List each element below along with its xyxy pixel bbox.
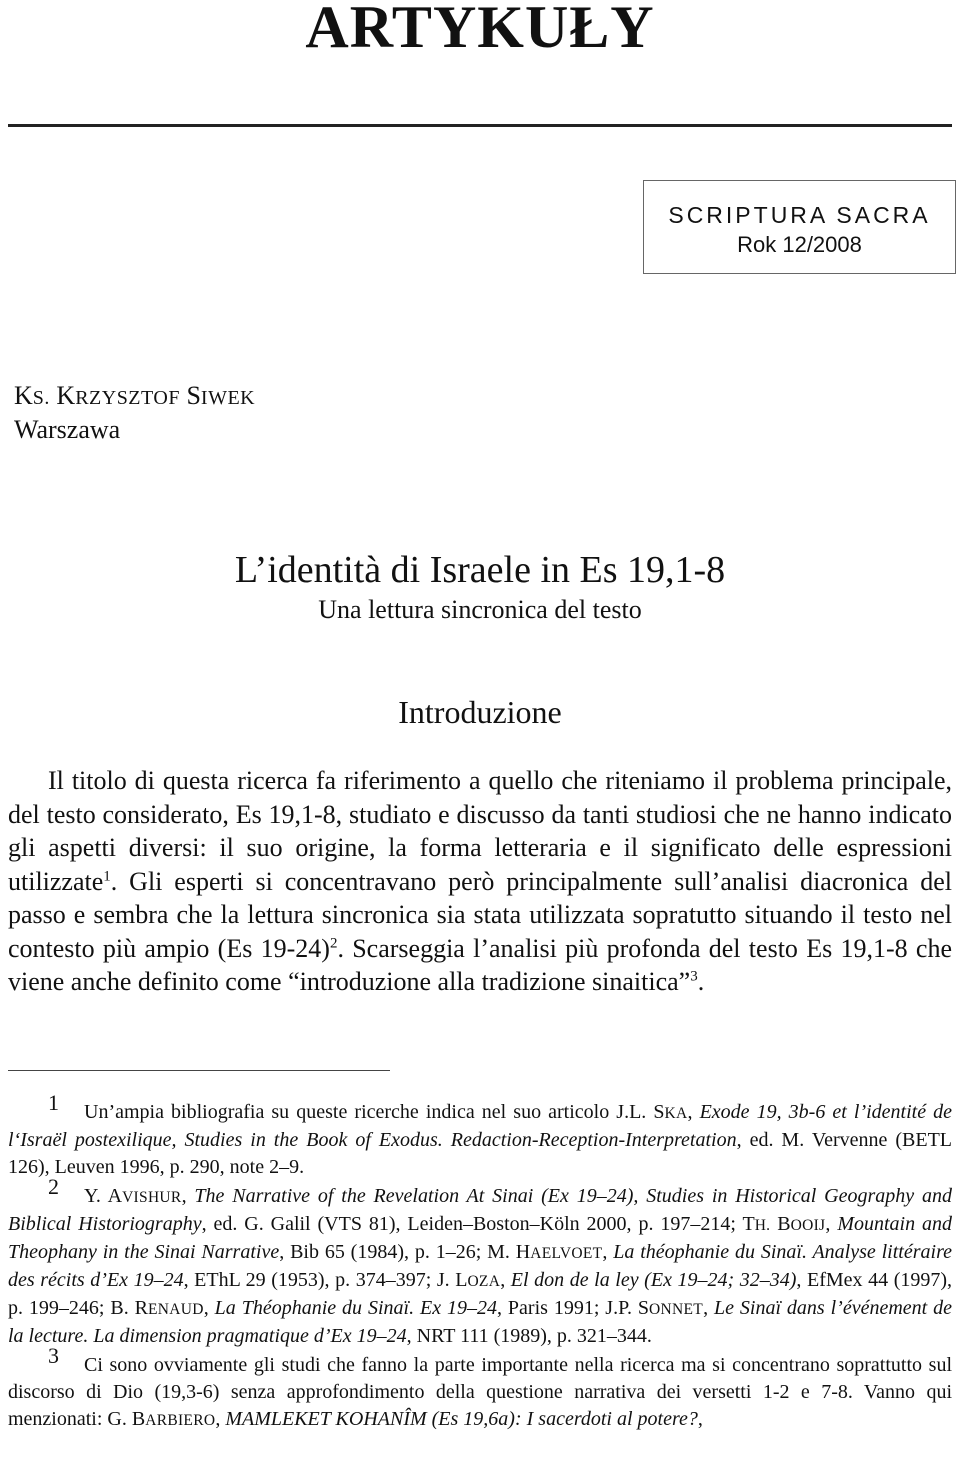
footnote-2-text-n: , NRT 111 (1989), p. 321–344. [406,1325,652,1347]
footnote-2-sc3-rest: AELVOET [530,1245,603,1262]
article-title: L’identità di Israele in Es 19,1-8 [234,549,726,591]
footnote-2-italic-6: Le Sinaï dans l’événement de la lecture. La dimension pragmatique d’Ex 19–24 [8,1297,953,1347]
author-prefix-initial: K [14,381,33,410]
body-text-part-2: . Gli esperti si concentravano però principalmente sull’analisi diacronica del passo e sembra che la lettura sincronica sia stata utilizzata sopratutto situando il testo nel contesto più ampio (Es 19-24) [8,866,952,963]
footnote-2-text-k: , [203,1297,215,1319]
footnote-2-sc4-rest: OZA [467,1273,501,1290]
author-prefix-rest: S. [32,387,50,409]
footnote-2-sc5-initial: R [134,1297,148,1319]
footnote-2-sc2-initial: T [742,1213,755,1235]
footnote-2-sc1-rest: VISHUR [122,1189,182,1206]
footnote-3-italic-title: MAMLEKET KOHANÎM (Es 19,6a): I sacerdoti al potere? [225,1408,698,1430]
article-subtitle: Una lettura sincronica del testo [318,595,642,624]
footnote-2-italic-4: El don de la ley (Ex 19–24; 32–34) [510,1269,797,1291]
footnote-2-text-m: , [703,1297,714,1319]
footnote-1-mark: 1 [48,1090,59,1115]
footnote-3-sc-rest: ARBIERO [145,1412,216,1429]
header-divider [8,124,952,127]
footnote-2-text-b: , [181,1185,195,1207]
footnote-2-italic-2: Mountain and Theophany in the Sinai Narrative [8,1213,952,1263]
footnote-3-text-a: Ci sono ovviamente gli studi che fanno la parte importante nella ricerca ma si concentrano soprattutto sul discorso di Dio (19,3-6) senza approfondimento della questione narrativa dei versetti 1-2 e 7-8. Vanno qui menzionati: G. [8,1354,952,1430]
footnote-1-sc-initial: S [653,1101,665,1123]
footnote-3-text-b: , [215,1408,226,1430]
footnote-1-italic-title: Exode 19, 3b-6 et l’identité de l‘Israël postexilique, Studies in the Book of Exodus. Redaction-Reception-Interpretation [8,1101,953,1151]
footnotes-section [8,1090,953,1434]
footnote-2-italic-1: The Narrative of the Revelation At Sinai (Ex 19–24), Studies in Historical Geography and Biblical Historiography [8,1185,952,1235]
footnote-2-italic-3: La théophanie du Sinaï. Analyse littéraire des récits d’Ex 19–24 [8,1241,952,1291]
footnote-divider [8,1070,390,1071]
footnote-1-text-c: , ed. M. Vervenne (BETL 126), Leuven 1996, p. 290, note 2–9. [8,1129,953,1178]
footnote-ref-3[interactable]: 3 [690,968,698,985]
journal-name: SCRIPTURA SACRA [668,202,931,228]
footnote-2-sc6-initial: S [637,1297,650,1319]
footnote-3 [8,1343,952,1434]
footnote-2-sc3-initial: H [515,1241,531,1263]
author-last-rest: IWEK [200,387,256,409]
page-header-title: ARTYKUŁY [305,0,655,60]
body-text-part-1: Il titolo di questa ricerca fa riferimento a quello che riteniamo il problema principale, del testo considerato, Es 19,1-8, studiato e discusso da tanti studiosi che ne hanno indicato gli aspetti diversi: il suo origine, la forma letteraria e il significato delle espressioni utilizzate [8,766,952,896]
author-name [14,378,255,416]
footnote-2-text-l: , Paris 1991; J.P. [497,1297,638,1319]
footnote-2-sc2b-rest: OOIJ [790,1217,826,1234]
footnote-2-sc1-initial: A [107,1185,123,1207]
footnote-1-sc-rest: KA [664,1105,688,1122]
author-affiliation: Warszawa [14,415,121,444]
footnote-2-text-e: , Bib 65 (1984), p. 1–26; M. [279,1241,516,1263]
footnote-3-text-c: , [697,1408,703,1430]
footnote-2-text-j: , EfMex 44 (1997), p. 199–246; B. [8,1269,953,1319]
author-last-initial: S [186,381,201,410]
footnote-2-text-h: , [500,1269,511,1291]
footnote-2-sc2-rest: H. [754,1217,771,1234]
footnote-1-text-b: , [687,1101,700,1123]
footnote-1-text-a: Un’ampia bibliografia su queste ricerche indica nel suo articolo J.L. [84,1101,654,1123]
footnote-2-italic-5: La Théophanie du Sinaï. Ex 19–24 [214,1297,497,1319]
author-first-initial: K [56,381,76,410]
author-first-rest: RZYSZTOF [75,387,180,409]
footnote-2-sc5-rest: ENAUD [147,1301,204,1318]
journal-info-box [643,180,956,274]
body-text-part-4: . [697,967,705,996]
footnote-2 [8,1174,953,1350]
footnote-3-sc-initial: B [131,1408,146,1430]
footnote-2-sc4-initial: L [455,1269,468,1291]
footnote-2-mark: 2 [48,1174,59,1199]
footnote-2-sc6-rest: ONNET [649,1301,704,1318]
footnote-1 [8,1090,953,1181]
footnote-2-text-c: , ed. G. Galil (VTS 81), Leiden–Boston–Köln 2000, p. 197–214; [201,1213,743,1235]
footnote-2-text-a: Y. [84,1185,108,1207]
footnote-ref-2[interactable]: 2 [329,934,338,951]
section-heading: Introduzione [398,694,562,730]
footnote-2-text-g: , EThL 29 (1953), p. 374–397; J. [183,1269,456,1291]
body-paragraph [8,764,952,999]
body-text-part-3: . Scarseggia l’analisi più profonda del testo Es 19,1-8 che viene anche definito come “introduzione alla tradizione sinaitica” [8,933,952,996]
footnote-2-text-d: , [825,1213,838,1235]
footnote-2-text-f: , [602,1241,614,1263]
journal-year: Rok 12/2008 [737,232,862,257]
footnote-3-mark: 3 [48,1343,59,1368]
footnote-2-sc2b-initial: B [770,1213,791,1235]
footnote-ref-1[interactable]: 1 [103,867,111,884]
